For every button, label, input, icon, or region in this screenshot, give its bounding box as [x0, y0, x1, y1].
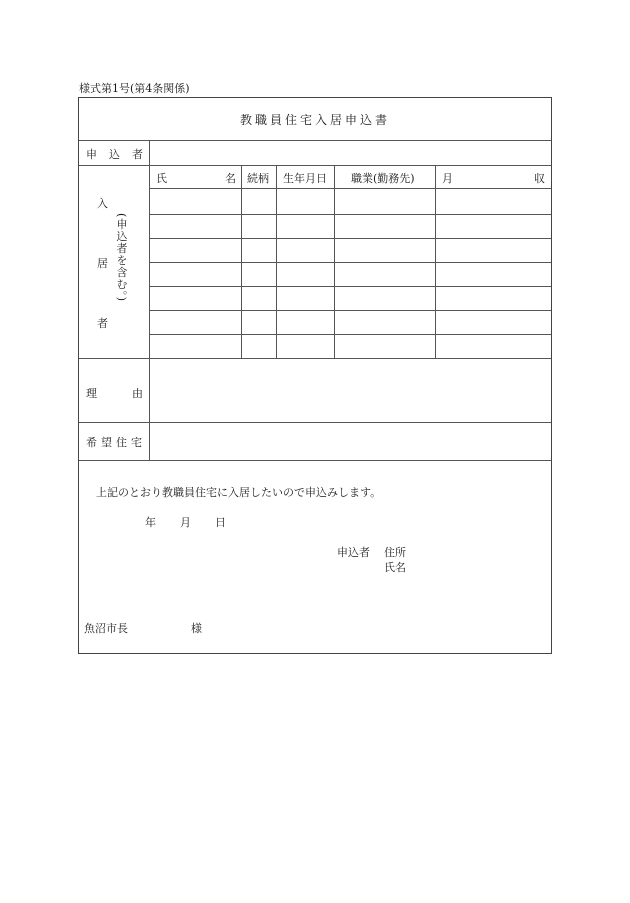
column-divider-name	[241, 165, 242, 358]
desired-housing-label: 希望住宅	[86, 436, 146, 449]
form-title: 教職員住宅入居申込書	[239, 113, 390, 127]
column-income-right: 収	[534, 172, 545, 185]
addressee-honorific: 様	[191, 622, 202, 635]
occupants-label-bottom: 者	[97, 317, 108, 330]
application-form	[78, 97, 552, 654]
applicant-address-label: 住所	[384, 546, 406, 559]
column-name-right: 名	[225, 172, 236, 185]
date-day: 日	[215, 516, 226, 529]
date-year: 年	[145, 516, 156, 529]
applicant-label: 申込者	[86, 148, 155, 161]
divider-occupant-row	[149, 334, 551, 335]
divider-occupant-row	[149, 310, 551, 311]
divider-occupant-row	[149, 214, 551, 215]
applicant-name-label: 氏名	[384, 561, 406, 574]
divider-occupant-row	[149, 262, 551, 263]
column-occupation: 職業(勤務先)	[351, 172, 415, 185]
form-number: 様式第1号(第4条関係)	[79, 82, 190, 95]
label-column-divider	[149, 140, 150, 460]
column-divider-occupation	[435, 165, 436, 358]
column-birthdate: 生年月日	[283, 172, 327, 185]
column-name-left: 氏	[156, 172, 167, 185]
divider-occupant-row	[149, 286, 551, 287]
column-divider-birthdate	[334, 165, 335, 358]
application-statement: 上記のとおり教職員住宅に入居したいので申込みします。	[96, 486, 382, 499]
occupants-label-mid: 居	[97, 257, 108, 270]
column-relation: 続柄	[247, 172, 269, 185]
applicant-block-label: 申込者	[337, 546, 370, 559]
occupants-label-paren: (申込者を含む。)	[115, 213, 128, 303]
addressee-mayor: 魚沼市長	[84, 622, 128, 635]
date-month: 月	[180, 516, 191, 529]
divider-housing-end	[79, 460, 551, 461]
divider-occupant-header	[149, 188, 551, 189]
column-income-left: 月	[442, 172, 453, 185]
reason-label-left: 理	[86, 387, 97, 400]
column-divider-relation	[276, 165, 277, 358]
reason-label-right: 由	[132, 387, 143, 400]
occupants-label-top: 入	[97, 197, 108, 210]
divider-occupant-row	[149, 238, 551, 239]
